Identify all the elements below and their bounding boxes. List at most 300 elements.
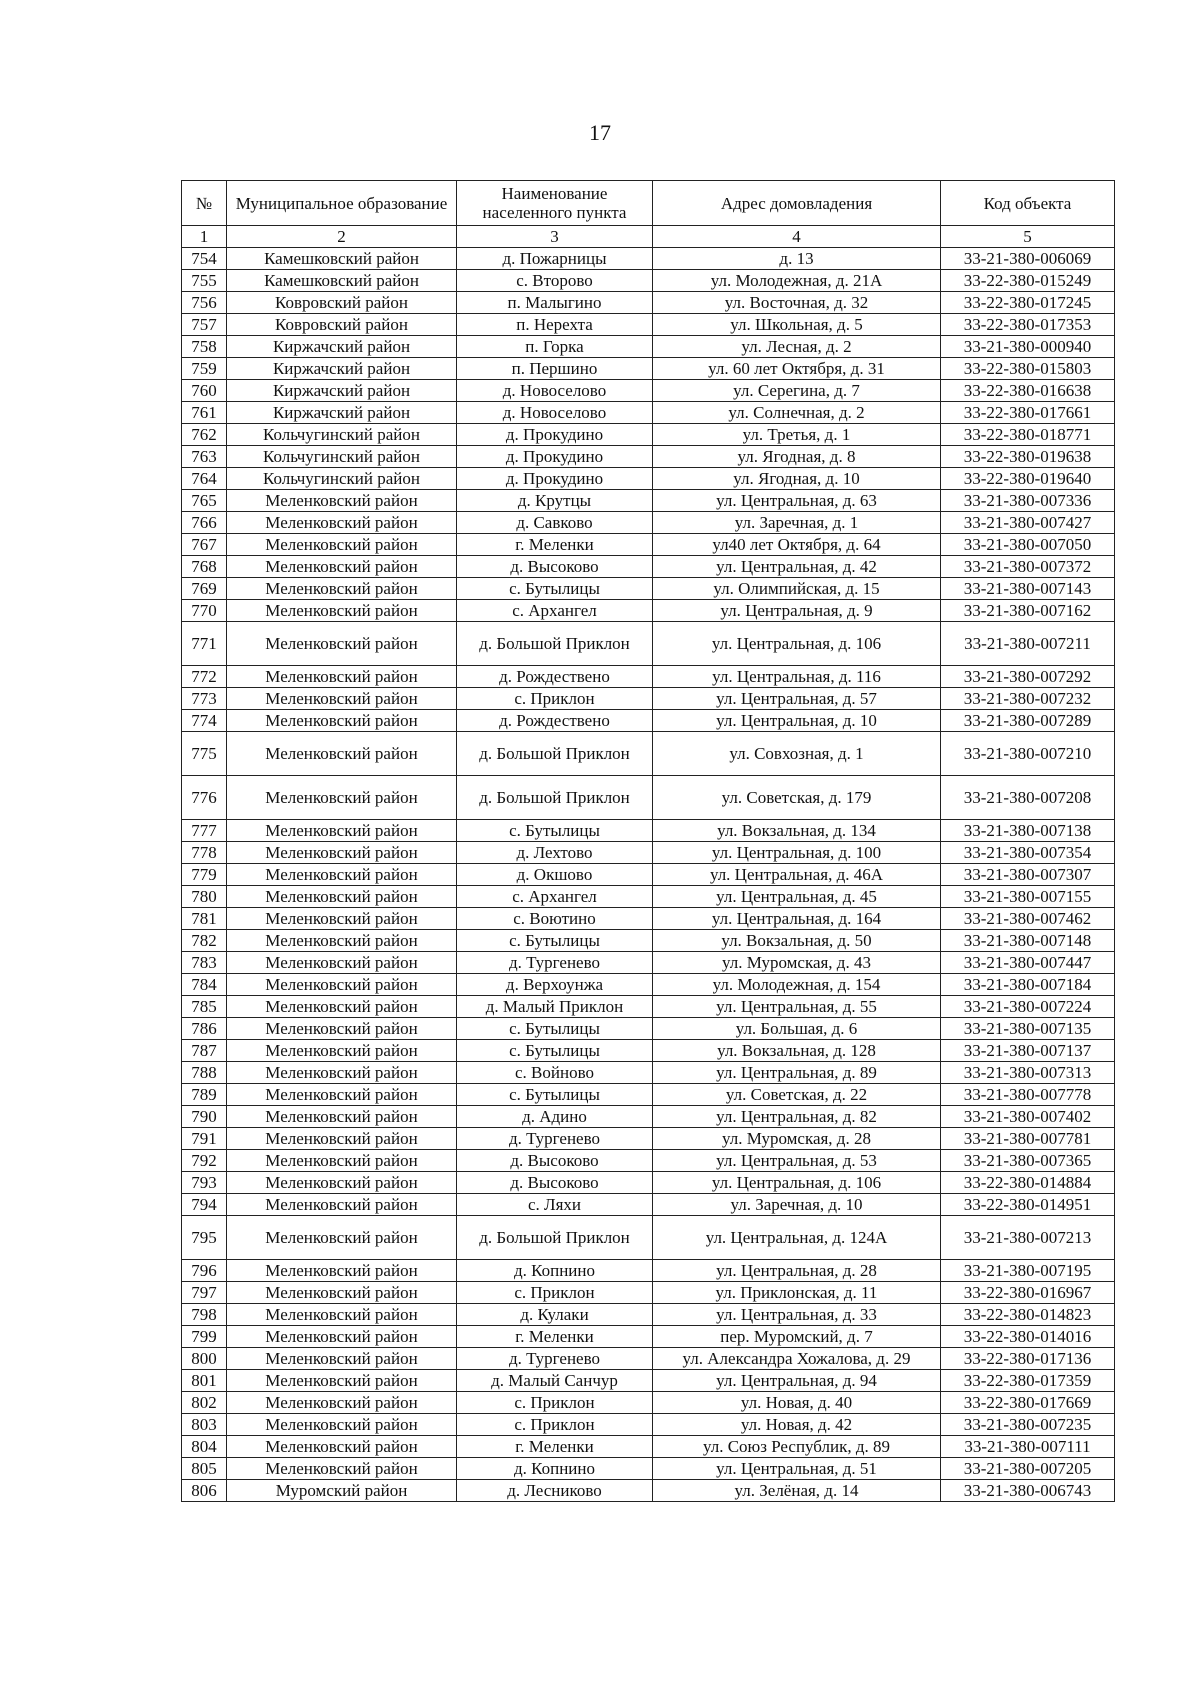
registry-table (181, 180, 1115, 1502)
object-code-cell: 33-21-380-006069 (941, 248, 1115, 270)
row-number-cell: 768 (182, 556, 227, 578)
settlement-cell: с. Приклон (457, 1282, 653, 1304)
municipality-cell: Меленковский район (227, 1370, 457, 1392)
object-code-cell: 33-21-380-007050 (941, 534, 1115, 556)
table-row (182, 402, 1115, 424)
table-row (182, 424, 1115, 446)
object-code-cell: 33-21-380-007155 (941, 886, 1115, 908)
address-cell: ул. Вокзальная, д. 134 (653, 820, 941, 842)
table-row (182, 688, 1115, 710)
row-number-cell: 762 (182, 424, 227, 446)
object-code-cell: 33-21-380-007365 (941, 1150, 1115, 1172)
municipality-cell: Меленковский район (227, 996, 457, 1018)
object-code-cell: 33-21-380-007184 (941, 974, 1115, 996)
settlement-cell: д. Прокудино (457, 468, 653, 490)
municipality-cell: Меленковский район (227, 1436, 457, 1458)
table-row (182, 930, 1115, 952)
address-cell: ул. Приклонская, д. 11 (653, 1282, 941, 1304)
row-number-cell: 805 (182, 1458, 227, 1480)
object-code-cell: 33-21-380-007232 (941, 688, 1115, 710)
settlement-cell: д. Крутцы (457, 490, 653, 512)
settlement-cell: д. Адино (457, 1106, 653, 1128)
address-cell: ул. Заречная, д. 10 (653, 1194, 941, 1216)
address-cell: ул. Центральная, д. 33 (653, 1304, 941, 1326)
address-cell: ул. Союз Республик, д. 89 (653, 1436, 941, 1458)
row-number-cell: 754 (182, 248, 227, 270)
row-number-cell: 765 (182, 490, 227, 512)
row-number-cell: 783 (182, 952, 227, 974)
table-row (182, 1392, 1115, 1414)
table-row (182, 710, 1115, 732)
address-cell: ул. Центральная, д. 55 (653, 996, 941, 1018)
address-cell: ул. Центральная, д. 46А (653, 864, 941, 886)
row-number-cell: 769 (182, 578, 227, 600)
object-code-cell: 33-21-380-007211 (941, 622, 1115, 666)
municipality-cell: Меленковский район (227, 1260, 457, 1282)
municipality-cell: Кольчугинский район (227, 468, 457, 490)
object-code-cell: 33-22-380-017661 (941, 402, 1115, 424)
object-code-cell: 33-21-380-007137 (941, 1040, 1115, 1062)
municipality-cell: Муромский район (227, 1480, 457, 1502)
table-row (182, 1348, 1115, 1370)
settlement-cell: д. Лехтово (457, 842, 653, 864)
table-row (182, 776, 1115, 820)
settlement-cell: д. Малый Приклон (457, 996, 653, 1018)
municipality-cell: Меленковский район (227, 842, 457, 864)
object-code-cell: 33-21-380-007162 (941, 600, 1115, 622)
settlement-cell: п. Першино (457, 358, 653, 380)
object-code-cell: 33-21-380-007195 (941, 1260, 1115, 1282)
row-number-cell: 788 (182, 1062, 227, 1084)
table-row (182, 1282, 1115, 1304)
object-code-cell: 33-21-380-007307 (941, 864, 1115, 886)
address-cell: ул40 лет Октября, д. 64 (653, 534, 941, 556)
address-cell: д. 13 (653, 248, 941, 270)
address-cell: ул. Заречная, д. 1 (653, 512, 941, 534)
table-row (182, 1194, 1115, 1216)
object-code-cell: 33-21-380-007210 (941, 732, 1115, 776)
table-row (182, 512, 1115, 534)
settlement-cell: д. Высоково (457, 556, 653, 578)
row-number-cell: 799 (182, 1326, 227, 1348)
table-row (182, 380, 1115, 402)
row-number-cell: 793 (182, 1172, 227, 1194)
settlement-cell: п. Горка (457, 336, 653, 358)
address-cell: ул. Олимпийская, д. 15 (653, 578, 941, 600)
address-cell: ул. Центральная, д. 57 (653, 688, 941, 710)
row-number-cell: 777 (182, 820, 227, 842)
address-cell: ул. Муромская, д. 28 (653, 1128, 941, 1150)
settlement-cell: д. Высоково (457, 1172, 653, 1194)
settlement-cell: с. Ляхи (457, 1194, 653, 1216)
object-code-cell: 33-21-380-007235 (941, 1414, 1115, 1436)
municipality-cell: Меленковский район (227, 1458, 457, 1480)
address-cell: ул. Большая, д. 6 (653, 1018, 941, 1040)
column-number: 2 (227, 226, 457, 248)
municipality-cell: Меленковский район (227, 688, 457, 710)
object-code-cell: 33-21-380-007213 (941, 1216, 1115, 1260)
settlement-cell: с. Бутылицы (457, 578, 653, 600)
address-cell: ул. Школьная, д. 5 (653, 314, 941, 336)
table-header-row (182, 181, 1115, 226)
address-cell: ул. Восточная, д. 32 (653, 292, 941, 314)
settlement-cell: с. Бутылицы (457, 1018, 653, 1040)
settlement-cell: с. Архангел (457, 600, 653, 622)
table-row (182, 578, 1115, 600)
table-row (182, 358, 1115, 380)
object-code-cell: 33-22-380-015249 (941, 270, 1115, 292)
row-number-cell: 759 (182, 358, 227, 380)
row-number-cell: 778 (182, 842, 227, 864)
object-code-cell: 33-21-380-007292 (941, 666, 1115, 688)
row-number-cell: 780 (182, 886, 227, 908)
municipality-cell: Меленковский район (227, 622, 457, 666)
address-cell: ул. Молодежная, д. 21А (653, 270, 941, 292)
address-cell: пер. Муромский, д. 7 (653, 1326, 941, 1348)
row-number-cell: 791 (182, 1128, 227, 1150)
settlement-cell: с. Приклон (457, 688, 653, 710)
table-row (182, 1458, 1115, 1480)
address-cell: ул. Ягодная, д. 8 (653, 446, 941, 468)
address-cell: ул. Серегина, д. 7 (653, 380, 941, 402)
municipality-cell: Меленковский район (227, 864, 457, 886)
municipality-cell: Меленковский район (227, 1282, 457, 1304)
table-row (182, 1040, 1115, 1062)
object-code-cell: 33-22-380-019640 (941, 468, 1115, 490)
settlement-cell: с. Бутылицы (457, 930, 653, 952)
municipality-cell: Меленковский район (227, 490, 457, 512)
municipality-cell: Меленковский район (227, 732, 457, 776)
row-number-cell: 798 (182, 1304, 227, 1326)
row-number-cell: 796 (182, 1260, 227, 1282)
address-cell: ул. Центральная, д. 42 (653, 556, 941, 578)
address-cell: ул. Александра Хожалова, д. 29 (653, 1348, 941, 1370)
row-number-cell: 782 (182, 930, 227, 952)
table-row (182, 248, 1115, 270)
object-code-cell: 33-22-380-017353 (941, 314, 1115, 336)
row-number-cell: 784 (182, 974, 227, 996)
settlement-cell: с. Приклон (457, 1414, 653, 1436)
table-row (182, 1084, 1115, 1106)
table-row (182, 666, 1115, 688)
column-number-row (182, 226, 1115, 248)
table-row (182, 490, 1115, 512)
settlement-cell: д. Тургенево (457, 952, 653, 974)
row-number-cell: 794 (182, 1194, 227, 1216)
row-number-cell: 797 (182, 1282, 227, 1304)
settlement-cell: д. Прокудино (457, 424, 653, 446)
municipality-cell: Киржачский район (227, 336, 457, 358)
municipality-cell: Киржачский район (227, 358, 457, 380)
object-code-cell: 33-22-380-017669 (941, 1392, 1115, 1414)
municipality-cell: Камешковский район (227, 270, 457, 292)
settlement-cell: д. Новоселово (457, 380, 653, 402)
object-code-cell: 33-22-380-016638 (941, 380, 1115, 402)
row-number-cell: 790 (182, 1106, 227, 1128)
address-cell: ул. Вокзальная, д. 128 (653, 1040, 941, 1062)
row-number-cell: 779 (182, 864, 227, 886)
table-row (182, 886, 1115, 908)
row-number-cell: 801 (182, 1370, 227, 1392)
table-row (182, 908, 1115, 930)
object-code-cell: 33-22-380-018771 (941, 424, 1115, 446)
address-cell: ул. Вокзальная, д. 50 (653, 930, 941, 952)
address-cell: ул. Центральная, д. 124А (653, 1216, 941, 1260)
address-cell: ул. Центральная, д. 106 (653, 622, 941, 666)
row-number-cell: 773 (182, 688, 227, 710)
address-cell: ул. Муромская, д. 43 (653, 952, 941, 974)
table-row (182, 1150, 1115, 1172)
object-code-cell: 33-21-380-007111 (941, 1436, 1115, 1458)
table-row (182, 1172, 1115, 1194)
address-cell: ул. Центральная, д. 89 (653, 1062, 941, 1084)
object-code-cell: 33-21-380-007427 (941, 512, 1115, 534)
municipality-cell: Меленковский район (227, 952, 457, 974)
object-code-cell: 33-21-380-007354 (941, 842, 1115, 864)
address-cell: ул. Центральная, д. 82 (653, 1106, 941, 1128)
object-code-cell: 33-21-380-007143 (941, 578, 1115, 600)
table-row (182, 468, 1115, 490)
municipality-cell: Меленковский район (227, 1414, 457, 1436)
row-number-cell: 767 (182, 534, 227, 556)
table-row (182, 1480, 1115, 1502)
settlement-cell: с. Второво (457, 270, 653, 292)
settlement-cell: г. Меленки (457, 534, 653, 556)
settlement-cell: с. Бутылицы (457, 820, 653, 842)
table-row (182, 1304, 1115, 1326)
address-cell: ул. Центральная, д. 94 (653, 1370, 941, 1392)
header-address: Адрес домовладения (653, 181, 941, 226)
address-cell: ул. Советская, д. 179 (653, 776, 941, 820)
row-number-cell: 795 (182, 1216, 227, 1260)
object-code-cell: 33-21-380-007289 (941, 710, 1115, 732)
settlement-cell: д. Окшово (457, 864, 653, 886)
settlement-cell: д. Рождествено (457, 666, 653, 688)
municipality-cell: Меленковский район (227, 1084, 457, 1106)
object-code-cell: 33-21-380-007135 (941, 1018, 1115, 1040)
settlement-cell: г. Меленки (457, 1326, 653, 1348)
header-municipality: Муниципальное образование (227, 181, 457, 226)
settlement-cell: д. Тургенево (457, 1348, 653, 1370)
row-number-cell: 772 (182, 666, 227, 688)
object-code-cell: 33-22-380-014823 (941, 1304, 1115, 1326)
table-row (182, 270, 1115, 292)
settlement-cell: д. Высоково (457, 1150, 653, 1172)
row-number-cell: 756 (182, 292, 227, 314)
table-row (182, 974, 1115, 996)
table-row (182, 952, 1115, 974)
settlement-cell: с. Войново (457, 1062, 653, 1084)
row-number-cell: 787 (182, 1040, 227, 1062)
municipality-cell: Меленковский район (227, 886, 457, 908)
column-number: 1 (182, 226, 227, 248)
object-code-cell: 33-21-380-007781 (941, 1128, 1115, 1150)
table-row (182, 534, 1115, 556)
row-number-cell: 804 (182, 1436, 227, 1458)
municipality-cell: Меленковский район (227, 578, 457, 600)
object-code-cell: 33-21-380-007462 (941, 908, 1115, 930)
table-row (182, 1414, 1115, 1436)
object-code-cell: 33-22-380-017245 (941, 292, 1115, 314)
settlement-cell: с. Бутылицы (457, 1040, 653, 1062)
table-row (182, 556, 1115, 578)
municipality-cell: Меленковский район (227, 600, 457, 622)
settlement-cell: п. Малыгино (457, 292, 653, 314)
table-row (182, 1062, 1115, 1084)
address-cell: ул. Центральная, д. 116 (653, 666, 941, 688)
address-cell: ул. Новая, д. 40 (653, 1392, 941, 1414)
settlement-cell: д. Большой Приклон (457, 1216, 653, 1260)
settlement-cell: с. Бутылицы (457, 1084, 653, 1106)
settlement-cell: д. Новоселово (457, 402, 653, 424)
table-row (182, 864, 1115, 886)
table-row (182, 1216, 1115, 1260)
municipality-cell: Меленковский район (227, 974, 457, 996)
row-number-cell: 775 (182, 732, 227, 776)
address-cell: ул. Центральная, д. 100 (653, 842, 941, 864)
municipality-cell: Меленковский район (227, 1062, 457, 1084)
municipality-cell: Меленковский район (227, 512, 457, 534)
row-number-cell: 802 (182, 1392, 227, 1414)
object-code-cell: 33-22-380-016967 (941, 1282, 1115, 1304)
object-code-cell: 33-21-380-007778 (941, 1084, 1115, 1106)
address-cell: ул. Центральная, д. 28 (653, 1260, 941, 1282)
table-row (182, 996, 1115, 1018)
column-number: 5 (941, 226, 1115, 248)
address-cell: ул. Новая, д. 42 (653, 1414, 941, 1436)
header-number: № (182, 181, 227, 226)
municipality-cell: Меленковский район (227, 1128, 457, 1150)
object-code-cell: 33-21-380-000940 (941, 336, 1115, 358)
table-row (182, 336, 1115, 358)
address-cell: ул. Центральная, д. 164 (653, 908, 941, 930)
settlement-cell: д. Малый Санчур (457, 1370, 653, 1392)
settlement-cell: п. Нерехта (457, 314, 653, 336)
municipality-cell: Кольчугинский район (227, 446, 457, 468)
object-code-cell: 33-21-380-007336 (941, 490, 1115, 512)
table-row (182, 446, 1115, 468)
municipality-cell: Меленковский район (227, 930, 457, 952)
table-row (182, 600, 1115, 622)
municipality-cell: Меленковский район (227, 908, 457, 930)
row-number-cell: 776 (182, 776, 227, 820)
row-number-cell: 763 (182, 446, 227, 468)
municipality-cell: Меленковский район (227, 1392, 457, 1414)
address-cell: ул. Зелёная, д. 14 (653, 1480, 941, 1502)
address-cell: ул. Центральная, д. 106 (653, 1172, 941, 1194)
municipality-cell: Киржачский район (227, 402, 457, 424)
settlement-cell: д. Савково (457, 512, 653, 534)
settlement-cell: д. Прокудино (457, 446, 653, 468)
row-number-cell: 757 (182, 314, 227, 336)
object-code-cell: 33-22-380-014016 (941, 1326, 1115, 1348)
header-object-code: Код объекта (941, 181, 1115, 226)
municipality-cell: Меленковский район (227, 1018, 457, 1040)
object-code-cell: 33-21-380-007208 (941, 776, 1115, 820)
municipality-cell: Меленковский район (227, 556, 457, 578)
table-row (182, 1370, 1115, 1392)
object-code-cell: 33-21-380-007224 (941, 996, 1115, 1018)
address-cell: ул. Лесная, д. 2 (653, 336, 941, 358)
object-code-cell: 33-21-380-006743 (941, 1480, 1115, 1502)
object-code-cell: 33-21-380-007313 (941, 1062, 1115, 1084)
table-row (182, 820, 1115, 842)
row-number-cell: 792 (182, 1150, 227, 1172)
address-cell: ул. Советская, д. 22 (653, 1084, 941, 1106)
address-cell: ул. Ягодная, д. 10 (653, 468, 941, 490)
municipality-cell: Меленковский район (227, 534, 457, 556)
municipality-cell: Меленковский район (227, 1216, 457, 1260)
municipality-cell: Меленковский район (227, 710, 457, 732)
object-code-cell: 33-22-380-015803 (941, 358, 1115, 380)
table-body (182, 248, 1115, 1502)
table-row (182, 622, 1115, 666)
municipality-cell: Меленковский район (227, 1348, 457, 1370)
address-cell: ул. Центральная, д. 9 (653, 600, 941, 622)
row-number-cell: 766 (182, 512, 227, 534)
object-code-cell: 33-21-380-007372 (941, 556, 1115, 578)
municipality-cell: Меленковский район (227, 776, 457, 820)
row-number-cell: 785 (182, 996, 227, 1018)
settlement-cell: с. Архангел (457, 886, 653, 908)
municipality-cell: Меленковский район (227, 1194, 457, 1216)
settlement-cell: д. Верхоунжа (457, 974, 653, 996)
header-settlement: Наименование населенного пункта (457, 181, 653, 226)
settlement-cell: д. Большой Приклон (457, 732, 653, 776)
table-row (182, 842, 1115, 864)
table-row (182, 1326, 1115, 1348)
object-code-cell: 33-21-380-007402 (941, 1106, 1115, 1128)
object-code-cell: 33-22-380-017359 (941, 1370, 1115, 1392)
row-number-cell: 755 (182, 270, 227, 292)
municipality-cell: Меленковский район (227, 1326, 457, 1348)
object-code-cell: 33-21-380-007138 (941, 820, 1115, 842)
address-cell: ул. Центральная, д. 63 (653, 490, 941, 512)
municipality-cell: Кольчугинский район (227, 424, 457, 446)
table-row (182, 314, 1115, 336)
column-number: 4 (653, 226, 941, 248)
municipality-cell: Ковровский район (227, 292, 457, 314)
row-number-cell: 774 (182, 710, 227, 732)
object-code-cell: 33-22-380-014951 (941, 1194, 1115, 1216)
settlement-cell: д. Большой Приклон (457, 622, 653, 666)
municipality-cell: Меленковский район (227, 1150, 457, 1172)
row-number-cell: 789 (182, 1084, 227, 1106)
row-number-cell: 803 (182, 1414, 227, 1436)
row-number-cell: 758 (182, 336, 227, 358)
row-number-cell: 761 (182, 402, 227, 424)
settlement-cell: г. Меленки (457, 1436, 653, 1458)
table-row (182, 1128, 1115, 1150)
municipality-cell: Меленковский район (227, 1106, 457, 1128)
table-row (182, 732, 1115, 776)
row-number-cell: 806 (182, 1480, 227, 1502)
object-code-cell: 33-21-380-007447 (941, 952, 1115, 974)
object-code-cell: 33-21-380-007205 (941, 1458, 1115, 1480)
table-row (182, 1436, 1115, 1458)
settlement-cell: д. Пожарницы (457, 248, 653, 270)
row-number-cell: 770 (182, 600, 227, 622)
table-row (182, 1260, 1115, 1282)
address-cell: ул. Солнечная, д. 2 (653, 402, 941, 424)
settlement-cell: д. Большой Приклон (457, 776, 653, 820)
address-cell: ул. Молодежная, д. 154 (653, 974, 941, 996)
address-cell: ул. 60 лет Октября, д. 31 (653, 358, 941, 380)
address-cell: ул. Центральная, д. 45 (653, 886, 941, 908)
row-number-cell: 800 (182, 1348, 227, 1370)
municipality-cell: Меленковский район (227, 820, 457, 842)
object-code-cell: 33-21-380-007148 (941, 930, 1115, 952)
